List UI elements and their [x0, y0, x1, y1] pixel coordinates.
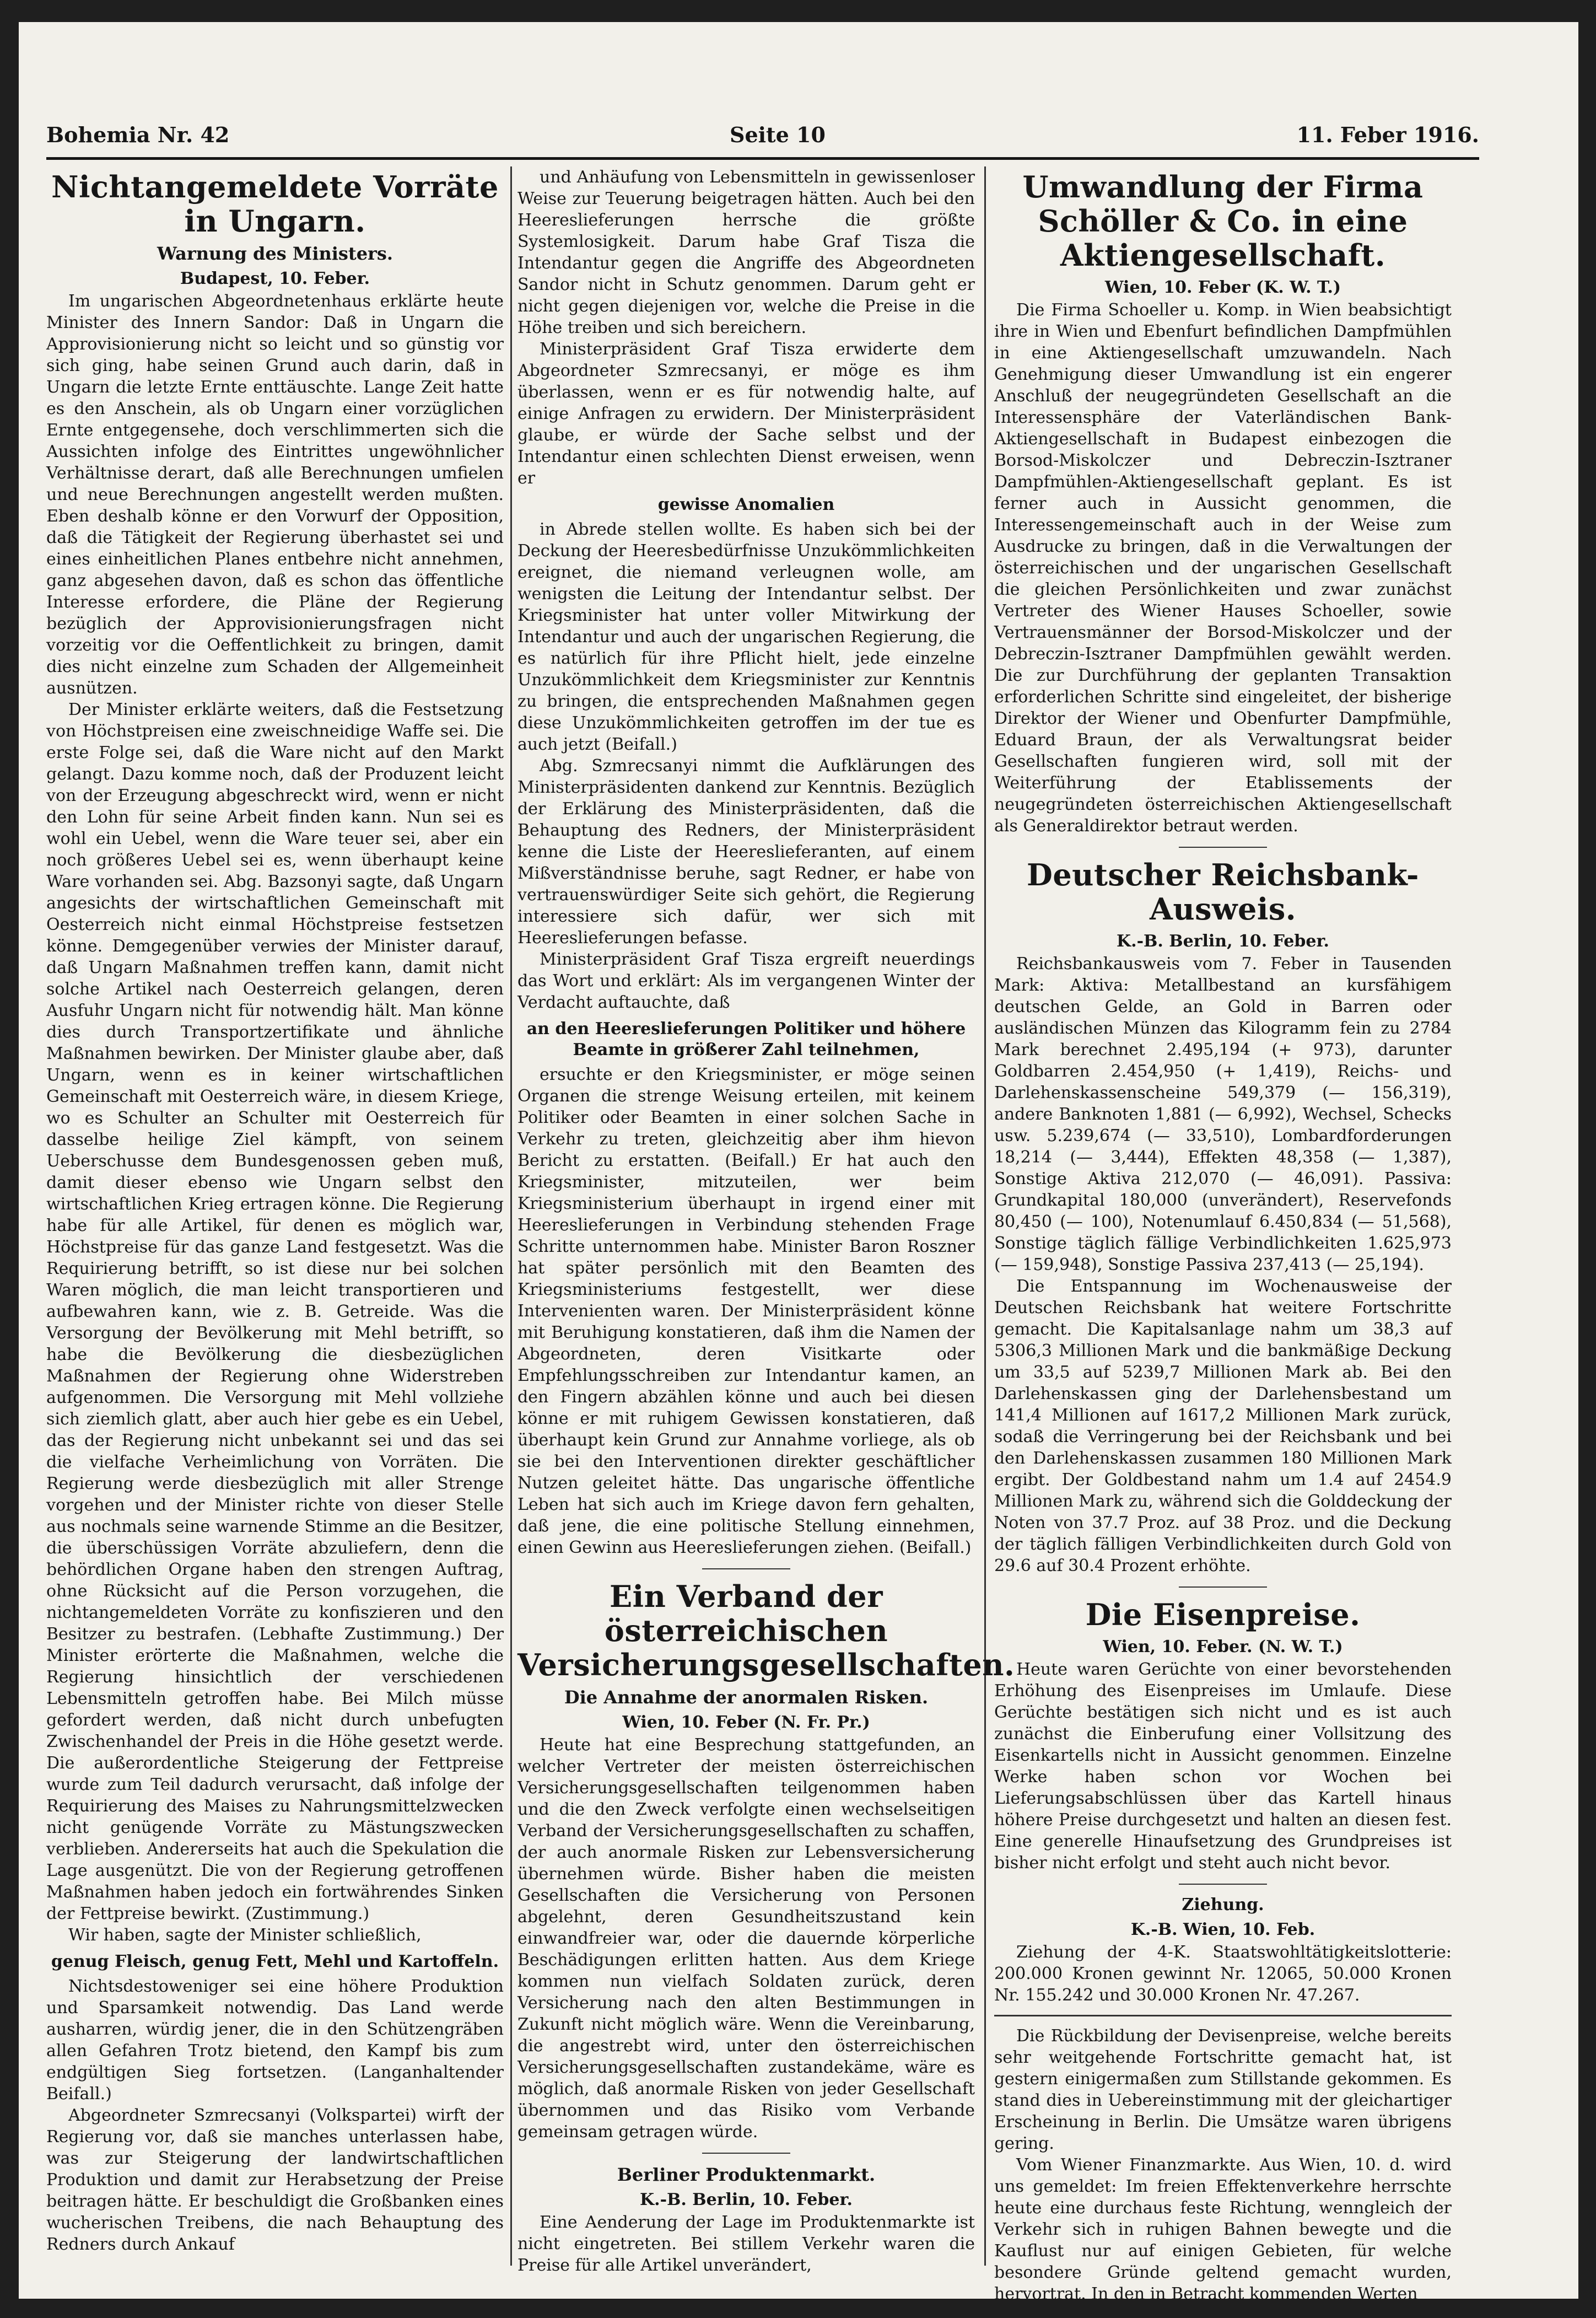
dateline: K.-B. Berlin, 10. Feber. [1117, 932, 1329, 951]
running-header [46, 117, 1479, 152]
dateline: Wien, 10. Feber (K. W. T.) [1104, 278, 1341, 297]
paragraph: ersuchte er den Kriegsminister, er möge seinen Organen die strenge Weisung erteilen, mit keinem Politiker oder Beamten in einer solchen Sache in Verkehr zu treten, gleichzeitig aber ihm hievon Bericht zu erstatten. (Beifall.) Er hat auch den Kriegsminister, mitzuteilen, wer beim Kriegsministerium überhaupt in irgend einer mit Heereslieferungen in Verbindung stehenden Frage Schritte unternommen habe. Minister Baron Roszner hat später persönlich mit den Beamten des Kriegsministeriums festgestellt, wer diese Intervenienten waren. Der Ministerpräsident könne mit Beruhigung konstatieren, daß ihm die Namen der Abgeordneten, deren Visitkarte oder Empfehlungsschreiben zur Intendantur kamen, an den Fingern abzählen könne und auch bei diesen könne er mit ruhigem Gewissen konstatieren, daß überhaupt kein Grund zur Annahme vorliege, als ob sie bei den Interventionen direkter geschäftlicher Nutzen geleitet hätte. Das ungarische öffentliche Leben hat sich auch im Kriege davon fern gehalten, daß jene, die eine politische Stellung einnehmen, einen Gewinn aus Heereslieferungen ziehen. (Beifall.) [517, 1065, 975, 1557]
article-title: Deutscher Reichsbank-Ausweis. [1027, 857, 1419, 927]
paragraph: in Abrede stellen wollte. Es haben sich bei der Deckung der Heeresbedürfnisse Unzukömmlichkeiten ereignet, die niemand verleugnen wolle, am wenigsten die Leitung der Intendantur selbst. Der Kriegsminister hat unter voller Mitwirkung der Intendantur und auch der ungarischen Regierung, die es natürlich für ihre Pflicht hielt, jede einzelne Unzukömmlichkeit dem Kriegsminister zur Kenntnis zu bringen, die entsprechenden Maßnahmen gegen diese Unzukömmlichkeiten getroffen im der tue es auch jetzt (Beifall.) [517, 520, 975, 754]
paragraph: Vom Wiener Finanzmarkte. Aus Wien, 10. d. wird uns gemeldet: Im freien Effektenverkehre herrschte heute eine durchaus feste Richtung, wenngleich der Verkehr sich in ruhigen Bahnen bewegte und die Kauflust nur auf einigen Gebieten, für welche besondere Gründe geltend gemacht wurden, hervortrat. In den in Betracht kommenden Werten [994, 2155, 1452, 2304]
article-subtitle: Warnung des Ministers. [157, 243, 393, 264]
column-divider [984, 166, 986, 2266]
separator [702, 2153, 790, 2154]
header-page-number: Seite 10 [730, 122, 826, 147]
separator [994, 2015, 1452, 2016]
dateline: Budapest, 10. Feber. [180, 269, 370, 288]
paragraph: Ziehung der 4-K. Staatswohltätigkeitslotterie: 200.000 Kronen gewinnt Nr. 12065, 50.000 Kronen Nr. 155.242 und 30.000 Kronen Nr. 47.267. [994, 1943, 1452, 2005]
paragraph: Abg. Szmrecsanyi nimmt die Aufklärungen des Ministerpräsidenten dankend zur Kenntnis. Bezüglich der Erklärung des Ministerpräsidenten, daß die Behauptung des Redners, der Ministerpräsident kenne die Liste der Heereslieferanten, auf einem Mißverständnisse beruhe, sagt Redner, er habe von vertrauenswürdiger Seite sich gehört, die Regierung interessiere sich dafür, wer sich mit Heereslieferungen befasse. [517, 756, 975, 948]
paragraph: Wir haben, sagte der Minister schließlich, [68, 1926, 422, 1945]
separator [1179, 847, 1267, 848]
article-title: Berliner Produktenmarkt. [617, 2164, 876, 2185]
inline-subhead: gewisse Anomalien [657, 495, 835, 514]
header-rule [46, 157, 1479, 160]
paragraph: Die Firma Schoeller u. Komp. in Wien beabsichtigt ihre in Wien und Ebenfurt befindlichen Dampfmühlen in eine Aktiengesellschaft umzuwandeln. Nach Genehmigung dieser Umwandlung ist ein engerer Anschluß der neugegründeten Gesellschaft an die Interessensphäre der Vaterländischen Bank-Aktiengesellschaft in Budapest einbezogen die Borsod-Miskolczer und Debreczin-Isztraner Dampfmühlen-Aktiengesellschaft geplant. Es ist ferner auch in Aussicht genommen, die Interessengemeinschaft auch in der Weise zum Ausdrucke zu bringen, daß in die Verwaltungen der österreichischen und der ungarischen Gesellschaft die gleichen Persönlichkeiten und zwar zunächst Vertreter des Wiener Hauses Schoeller, sowie Vertrauensmänner der Borsod-Miskolczer und der Debreczin-Isztraner Dampfmühlen gewählt werden. Die zur Durchführung der geplanten Transaktion erforderlichen Schritte sind eingeleitet, der bisherige Direktor der Wiener und Obenfurter Dampfmühle, Eduard Braun, der als Verwaltungsrat beider Gesellschaften fungieren wird, soll mit der Weiterführung der Etablissements der neugegründeten österreichischen Aktiengesellschaft als Generaldirektor betraut werden. [994, 300, 1452, 836]
dateline: K.-B. Wien, 10. Feb. [1130, 1920, 1315, 1939]
dateline: K.-B. Berlin, 10. Feber. [640, 2190, 853, 2209]
paragraph: und Anhäufung von Lebensmitteln in gewissenloser Weise zur Teuerung beigetragen hätten. Auch bei den Heereslieferungen herrsche die größte Systemlosigkeit. Darum habe Graf Tisza die Intendantur gegen die Angriffe des Abgeordneten Sandor nicht in Schutz genommen. Darum geht er nicht gegen diejenigen vor, welche die Preise in die Höhe treiben und sich bereichern. [517, 168, 975, 337]
column-2 [517, 166, 1015, 2277]
paragraph: Die Entspannung im Wochenausweise der Deutschen Reichsbank hat weitere Fortschritte gemacht. Die Kapitalsanlage nahm um 38,3 auf 5306,3 Millionen Mark und die bankmäßige Deckung um 33,5 auf 5239,7 Millionen Mark ab. Bei den Darlehenskassen ging der Darlehensbestand um 141,4 Millionen auf 1617,2 Millionen Mark zurück, sodaß die Verringerung bei der Reichsbank und bei den Darlehenskassen zusammen 180 Millionen Mark ergibt. Der Goldbestand nahm um 1.4 auf 2454.9 Millionen Mark zu, während sich die Golddeckung der Noten von 37.7 Proz. auf 38 Proz. und die Deckung der täglich fälligen Verbindlichkeiten durch Gold von 29.6 auf 30.4 Prozent erhöhte. [994, 1277, 1452, 1575]
newspaper-page [19, 22, 1578, 2304]
article-title: Die Eisenpreise. [1085, 1597, 1361, 1632]
separator [702, 1568, 790, 1569]
paragraph: Abgeordneter Szmrecsanyi (Volkspartei) wirft der Regierung vor, daß sie manches unterlassen habe, was zur Steigerung der landwirtschaftlichen Produktion und damit zur Herabsetzung der Preise beitragen hätte. Er beschuldigt die Großbanken eines wucherischen Treibens, die nach Behauptung des Redners durch Ankauf [46, 2106, 504, 2254]
paragraph: Der Minister erklärte weiters, daß die Festsetzung von Höchstpreisen eine zweischneidige Waffe sei. Die erste Folge sei, daß die Ware nicht auf den Markt gelangt. Dazu komme noch, daß der Produzent leicht von der Erzeugung abgeschreckt wird, wenn er nicht den Lohn für seine Arbeit finden kann. Nun sei es wohl ein Uebel, wenn die Ware teuer sei, aber ein noch größeres Uebel sei es, wenn überhaupt keine Ware vorhanden sei. Abg. Bazsonyi sagte, daß Ungarn angesichts der wirtschaftlichen Gemeinschaft mit Oesterreich nicht einmal Höchstpreise festsetzen könne. Demgegenüber verwies der Minister darauf, daß Ungarn Maßnahmen treffen kann, damit nicht solche Artikel nach Oesterreich gelangen, deren Ausfuhr Ungarn nicht für notwendig hält. Man könne dies durch Transportzertifikate und ähnliche Maßnahmen bewirken. Der Minister glaube aber, daß Ungarn, wenn es in keiner wirtschaftlichen Gemeinschaft mit Oesterreich wäre, in diesem Kriege, wo es Schulter an Schulter mit Oesterreich für dasselbe heilige Ziel kämpft, von seinem Ueberschusse dem Bundesgenossen geben muß, damit dieser ebenso wie Ungarn selbst den wirtschaftlichen Krieg ertragen könne. Die Regierung habe für alle Artikel, für denen es möglich war, Höchstpreise für das ganze Land festgesetzt. Was die Requirierung betrifft, so ist diese nur bei solchen Waren möglich, die man leicht transportieren und aufbewahren kann, wie z. B. Getreide. Was die Versorgung der Bevölkerung mit Mehl betrifft, so habe die Bevölkerung die diesbezüglichen Maßnahmen der Regierung ohne Widerstreben aufgenommen. Die Versorgung mit Mehl vollziehe sich ziemlich glatt, aber auch hier gebe es ein Uebel, das der Regierung nicht unbekannt sei und das sei die vielfache Verheimlichung von Vorräten. Die Regierung werde diesbezüglich mit aller Strenge vorgehen und der Minister richte von dieser Stelle aus nochmals seine warnende Stimme an die Besitzer, die überschüssigen Vorräte abzuliefern, denn die behördlichen Organe haben den strengen Auftrag, ohne Rücksicht auf die Person vorzugehen, die nichtangemeldeten Vorräte zu konfiszieren und den Besitzer zu bestrafen. (Lebhafte Zustimmung.) Der Minister erörterte die Maßnahmen, welche die Regierung hinsichtlich der verschiedenen Lebensmitteln getroffen habe. Bei Milch müsse gefordert werden, daß nicht durch unbefugten Zwischenhandel der Preis in die Höhe gesetzt werde. Die außerordentliche Steigerung der Fettpreise wurde zum Teil dadurch verursacht, daß infolge der Requirierung des Maises zu Nahrungsmittelzwecken nicht genügende Vorräte zu Mästungszwecken verblieben. Andererseits hat auch die Spekulation die Lage ausgenützt. Die von der Regierung getroffenen Maßnahmen haben jedoch ein fortwährendes Sinken der Fettpreise bewirkt. (Zustimmung.) [46, 700, 504, 1923]
paragraph: Die Rückbildung der Devisenpreise, welche bereits sehr weitgehende Fortschritte gemacht hat, ist gestern einigermaßen zum Stillstande gekommen. Es stand dies in Uebereinstimmung mit der gleichartiger Erscheinung in Berlin. Die Umsätze waren übrigens gering. [994, 2026, 1452, 2153]
dateline: Wien, 10. Feber. (N. W. T.) [1103, 1637, 1343, 1657]
article-subtitle: Die Annahme der anormalen Risken. [564, 1687, 929, 1708]
separator [1179, 1586, 1267, 1588]
paragraph: Reichsbankausweis vom 7. Feber in Tausenden Mark: Aktiva: Metallbestand an kursfähigem deutschen Gelde, an Gold in Barren oder ausländischen Münzen das Kilogramm fein zu 2784 Mark berechnet 2.495,194 (+ 973), darunter Goldbarren 2.454,950 (+ 1,419), Reichs- und Darlehenskassenscheine 549,379 (— 156,319), andere Banknoten 1,881 (— 6,992), Wechsel, Schecks usw. 5.239,674 (— 33,510), Lombardforderungen 18,214 (— 3,444), Effekten 48,358 (— 1,387), Sonstige Aktiva 212,070 (— 46,091). Passiva: Grundkapital 180,000 (unverändert), Reservefonds 80,450 (— 100), Notenumlauf 6.450,834 (— 51,568), Sonstige täglich fällige Verbindlichkeiten 1.625,973 (— 159,948), Sonstige Passiva 237,413 (— 25,194). [994, 954, 1452, 1274]
separator [1179, 1884, 1267, 1885]
paragraph: Ministerpräsident Graf Tisza erwiderte dem Abgeordneter Szmrecsanyi, er möge es ihm überlassen, wenn er es für notwendig halte, auf einige Anfragen zu erwidern. Der Ministerpräsident glaube, er würde der Sache selbst und der Intendantur einen schlechten Dienst erweisen, wenn er [517, 340, 975, 488]
column-3 [994, 166, 1452, 2304]
article-title: Ein Verband der österreichischen Versicherungsgesellschaften. [517, 1579, 1015, 1682]
paragraph: Nichtsdestoweniger sei eine höhere Produktion und Sparsamkeit notwendig. Das Land werde ausharren, würdig jener, die in den Schützengräben allen Gefahren Trotz bietend, den Kampf bis zum endgültigen Sieg fortsetzen. (Langanhaltender Beifall.) [46, 1977, 504, 2104]
article-title: Umwandlung der Firma Schöller & Co. in eine Aktiengesellschaft. [1022, 169, 1424, 273]
paragraph: Im ungarischen Abgeordnetenhaus erklärte heute Minister des Innern Sandor: Daß in Ungarn die Approvisionierung nicht so leicht und so günstig vor sich ging, habe seinen Grund auch darin, daß in Ungarn die letzte Ernte enttäuschte. Lange Zeit hatte es den Anschein, als ob Ungarn einer vorzüglichen Ernte entgegensehe, doch verschlimmerten sich die Aussichten infolge des Eintrittes ungewöhnlicher Verhältnisse derart, daß alle Berechnungen umfielen und neue Berechnungen angestellt werden mußten. Eben deshalb könne er den Vorwurf der Opposition, daß die Tätigkeit der Regierung überhastet sei und eines einheitlichen Planes entbehre nicht annehmen, ganz abgesehen davon, daß es schon das öffentliche Interesse erfordere, die Pläne der Regierung bezüglich der Approvisionierungsfragen nicht vorzeitig vor die Oeffentlichkeit zu bringen, damit dies nicht einzelne zum Schaden der Allgemeinheit ausnützen. [46, 292, 504, 698]
paragraph: Heute hat eine Besprechung stattgefunden, an welcher Vertreter der meisten österreichischen Versicherungsgesellschaften teilgenommen haben und die den Zweck verfolgte einen wechselseitigen Verband der Versicherungsgesellschaften zu schaffen, der auch anormale Risken zur Lebensversicherung übernehmen würde. Bisher haben die meisten Gesellschaften die Versicherung von Personen abgelehnt, deren Gesundheitszustand kein einwandfreier war, oder die dauernde körperliche Beschädigungen erlitten hatten. Aus dem Kriege kommen nun vielfach Soldaten zurück, deren Versicherung nach den alten Bestimmungen in Zukunft nicht möglich wäre. Wenn die Vereinbarung, die angestrebt wird, unter den österreichischen Versicherungsgesellschaften zustandekäme, wäre es möglich, daß anormale Risken von jeder Gesellschaft übernommen und das Risiko vom Verbande gemeinsam getragen würde. [517, 1735, 975, 2142]
header-date: 11. Feber 1916. [1296, 122, 1479, 147]
dateline: Wien, 10. Feber (N. Fr. Pr.) [622, 1713, 870, 1732]
paragraph: Heute waren Gerüchte von einer bevorstehenden Erhöhung des Eisenpreises im Umlaufe. Diese Gerüchte bestätigen sich nicht und es ist auch zunächst die Einberufung einer Vollsitzung des Eisenkartells nicht in Aussicht genommen. Einzelne Werke haben schon vor Wochen bei Lieferungsabschlüssen über das Kartell hinaus höhere Preise durchgesetzt und halten an diesen fest. Eine generelle Hinaufsetzung des Grundpreises ist bisher nicht erfolgt und steht auch nicht bevor. [994, 1660, 1452, 1873]
paragraph: Ministerpräsident Graf Tisza ergreift neuerdings das Wort und erklärt: Als im vergangenen Winter der Verdacht auftauchte, daß [517, 950, 975, 1012]
inline-subhead: genug Fleisch, genug Fett, Mehl und Kartoffeln. [51, 1952, 499, 1971]
column-1 [46, 166, 504, 2277]
column-divider [510, 166, 512, 2266]
inline-subhead: an den Heereslieferungen Politiker und höhere Beamte in größerer Zahl teilnehmen, [526, 1019, 966, 1059]
header-issue: Bohemia Nr. 42 [46, 122, 230, 147]
article-title: Nichtangemeldete Vorräte in Ungarn. [51, 169, 499, 239]
article-title: Ziehung. [1182, 1895, 1264, 1914]
paragraph: Eine Aenderung der Lage im Produktenmarkte ist nicht eingetreten. Bei stillem Verkehr waren die Preise für alle Artikel unverändert, [517, 2213, 975, 2275]
